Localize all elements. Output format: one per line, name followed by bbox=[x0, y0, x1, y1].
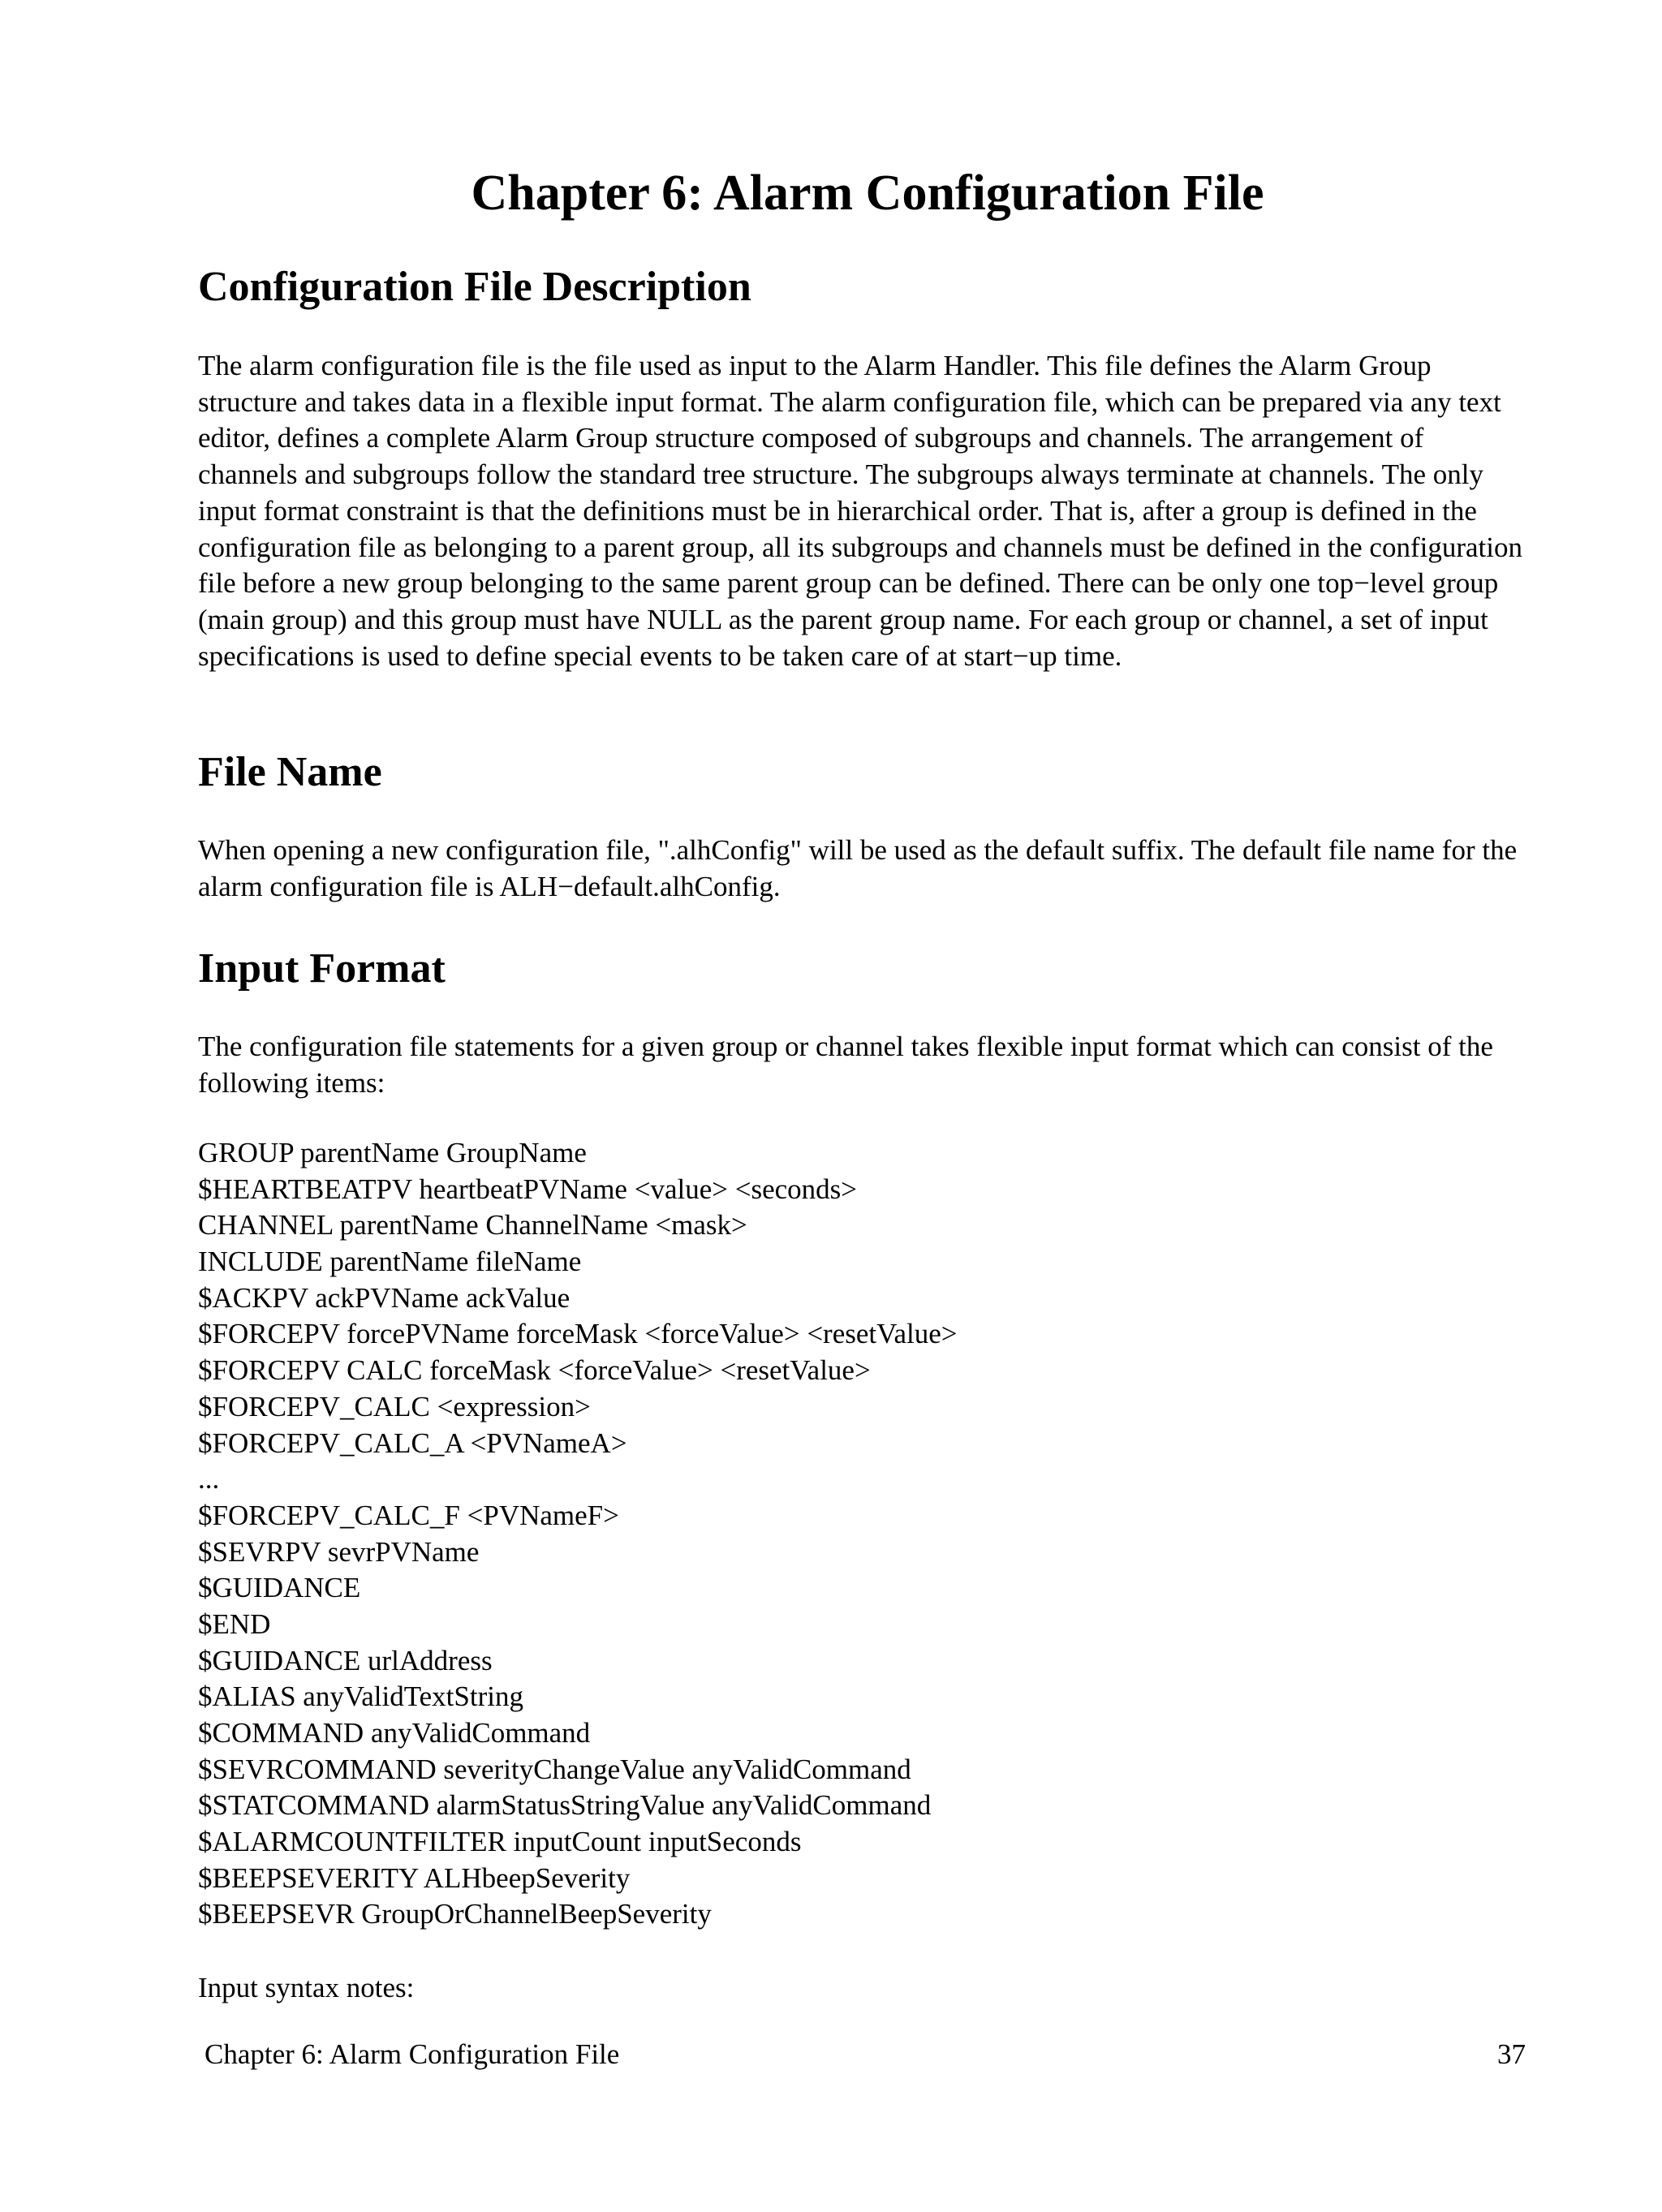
input-item: $FORCEPV forcePVName forceMask <forceValue> <resetValue> bbox=[198, 1318, 958, 1350]
footer-chapter-title: Chapter 6: Alarm Configuration File bbox=[205, 2038, 620, 2070]
input-item: $FORCEPV CALC forceMask <forceValue> <resetValue> bbox=[198, 1354, 871, 1387]
section-heading-input-format: Input Format bbox=[198, 945, 446, 992]
input-item: $GUIDANCE bbox=[198, 1572, 361, 1604]
input-item: $END bbox=[198, 1607, 271, 1640]
input-item: $SEVRCOMMAND severityChangeValue anyValidCommand bbox=[198, 1753, 911, 1785]
input-item: $BEEPSEVERITY ALHbeepSeverity bbox=[198, 1861, 631, 1894]
input-item: $ALIAS anyValidTextString bbox=[198, 1681, 523, 1713]
syntax-notes-label: Input syntax notes: bbox=[198, 1972, 415, 2003]
file-name-paragraph: When opening a new configuration file, ".alhConfig" will be used as the default suffix. The default file name for the alarm configuration file is ALH−default.alhConfig. bbox=[198, 834, 1518, 902]
input-items-list bbox=[198, 1135, 958, 1933]
input-item: CHANNEL parentName ChannelName <mask> bbox=[198, 1209, 747, 1242]
input-item: $STATCOMMAND alarmStatusStringValue anyValidCommand bbox=[198, 1789, 932, 1822]
section-heading-description: Configuration File Description bbox=[198, 264, 751, 310]
input-item: $ACKPV ackPVName ackValue bbox=[198, 1281, 571, 1314]
input-item: $SEVRPV sevrPVName bbox=[198, 1535, 480, 1568]
input-item: ... bbox=[198, 1463, 220, 1495]
input-item: $FORCEPV_CALC_A <PVNameA> bbox=[198, 1427, 627, 1459]
description-paragraph: The alarm configuration file is the file used as input to the Alarm Handler. This file defines the Alarm Group structure and takes data in a flexible input format. The alarm configuration file, which can be prepared via any text editor, defines a complete Alarm Group structure composed of subgroups and channels. The arrangement of channels and subgroups follow the standard tree structure. The subgroups always terminate at channels. The only input format constraint is that the definitions must be in hierarchical order. That is, after a group is defined in the configuration file as belonging to a parent group, all its subgroups and channels must be defined in the configuration file before a new group belonging to the same parent group can be defined. There can be only one top−level group (main group) and this group must have NULL as the parent group name. For each group or channel, a set of input specifications is used to define special events to be taken care of at start−up time. bbox=[198, 350, 1522, 672]
input-item: $BEEPSEVR GroupOrChannelBeepSeverity bbox=[198, 1898, 712, 1930]
input-item: $COMMAND anyValidCommand bbox=[198, 1717, 591, 1749]
input-item: $ALARMCOUNTFILTER inputCount inputSeconds bbox=[198, 1826, 802, 1858]
input-item: GROUP parentName GroupName bbox=[198, 1137, 587, 1168]
footer-page-number: 37 bbox=[1497, 2038, 1526, 2070]
chapter-title: Chapter 6: Alarm Configuration File bbox=[471, 166, 1264, 221]
input-item: INCLUDE parentName fileName bbox=[198, 1246, 582, 1278]
section-heading-file-name: File Name bbox=[198, 749, 382, 795]
input-item: $HEARTBEATPV heartbeatPVName <value> <seconds> bbox=[198, 1173, 858, 1205]
input-item: $FORCEPV_CALC_F <PVNameF> bbox=[198, 1499, 619, 1531]
input-item: $FORCEPV_CALC <expression> bbox=[198, 1390, 591, 1422]
input-format-paragraph: The configuration file statements for a given group or channel takes flexible input format which can consist of the following items: bbox=[198, 1031, 1493, 1099]
input-item: $GUIDANCE urlAddress bbox=[198, 1644, 493, 1676]
